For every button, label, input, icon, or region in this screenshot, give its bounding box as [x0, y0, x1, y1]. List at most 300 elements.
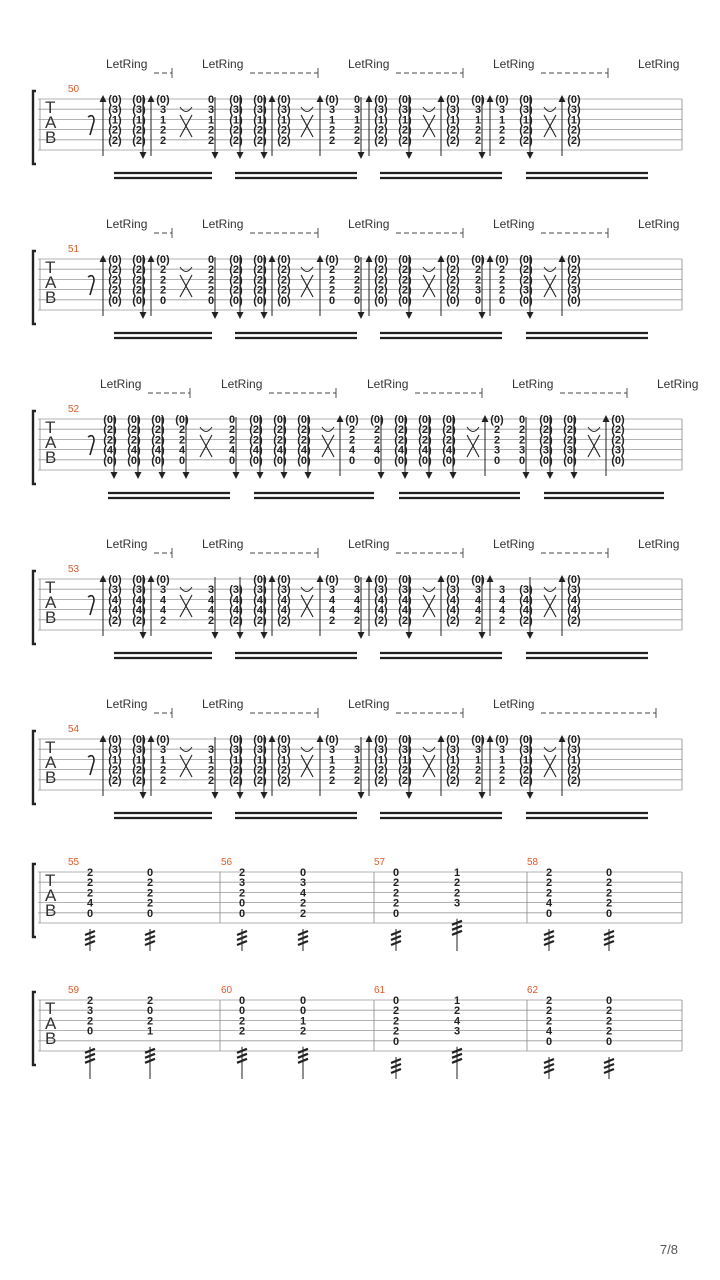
- strum-down-arrow-icon: [527, 792, 534, 799]
- strum-up-arrow-icon: [100, 255, 107, 262]
- fret-number: (2): [567, 124, 581, 137]
- strum-down-arrow-icon: [140, 632, 147, 639]
- fret-number: (0): [229, 94, 243, 106]
- fret-number: (0): [394, 414, 408, 426]
- tab-clef-letter: T: [45, 258, 56, 277]
- fret-number: (1): [398, 114, 412, 127]
- measure-number: 53: [68, 564, 80, 575]
- fret-number: (3): [446, 584, 460, 597]
- strum-down-arrow-icon: [305, 472, 312, 479]
- fret-number: (3): [108, 104, 122, 117]
- fret-number: 2: [498, 284, 506, 297]
- fret-number: (2): [374, 134, 388, 147]
- fret-number: (2): [398, 264, 412, 277]
- let-ring-label: LetRing: [106, 57, 148, 71]
- chord: [563, 414, 577, 467]
- fret-number: 2: [474, 124, 482, 137]
- measure-number: 50: [68, 84, 80, 95]
- fret-number: 2: [498, 614, 506, 627]
- strum-down-arrow-icon: [261, 312, 268, 319]
- tab-system-4: [33, 537, 682, 658]
- fret-number: 1: [453, 995, 461, 1007]
- fret-number: (1): [253, 114, 267, 127]
- fret-number: 1: [453, 867, 461, 879]
- chord: [446, 734, 460, 787]
- fret-number: 4: [353, 604, 361, 617]
- fret-number: (1): [567, 114, 581, 127]
- fret-number: (3): [539, 444, 553, 457]
- strum-up-arrow-icon: [559, 735, 566, 742]
- chord: [442, 414, 456, 467]
- fret-number: (0): [132, 254, 146, 266]
- fret-number: (4): [151, 444, 165, 457]
- fret-number: (0): [418, 454, 432, 467]
- fret-number: (0): [253, 294, 267, 307]
- chord: [539, 414, 553, 467]
- measure-number: 55: [68, 857, 80, 868]
- chord: [208, 584, 215, 627]
- fret-number: 4: [228, 444, 236, 457]
- fret-number: (1): [108, 754, 122, 767]
- fret-number: (2): [229, 774, 243, 787]
- fret-number: (0): [398, 734, 412, 746]
- strum-down-arrow-icon: [358, 632, 365, 639]
- fret-number: 2: [159, 134, 167, 147]
- chord: [253, 254, 267, 307]
- fret-number: 2: [474, 614, 482, 627]
- fret-number: 2: [228, 424, 236, 437]
- fret-number: (3): [519, 744, 533, 757]
- chord: [208, 94, 214, 147]
- fret-number: 3: [328, 104, 336, 117]
- strum-down-arrow-icon: [358, 152, 365, 159]
- fret-number: 2: [353, 614, 361, 627]
- fret-number: (0): [446, 294, 460, 307]
- chord: [354, 94, 360, 147]
- fret-number: (0): [297, 454, 311, 467]
- fret-number: (0): [277, 94, 291, 106]
- fret-number: (0): [567, 254, 581, 266]
- fret-number: 1: [328, 114, 336, 127]
- fret-number: 2: [498, 274, 506, 287]
- fret-number: (0): [471, 734, 485, 746]
- fret-number: (0): [567, 294, 581, 307]
- fret-number: (0): [442, 414, 456, 426]
- fret-number: (2): [229, 284, 243, 297]
- fret-number: 4: [545, 1025, 553, 1038]
- fret-number: 2: [498, 764, 506, 777]
- fret-number: (2): [108, 774, 122, 787]
- fret-number: (2): [446, 134, 460, 147]
- fret-number: 0: [353, 574, 361, 586]
- fret-number: (0): [277, 294, 291, 307]
- strum-up-arrow-icon: [148, 95, 155, 102]
- fret-number: (0): [495, 734, 509, 746]
- chord: [127, 414, 141, 467]
- fret-number: 2: [498, 264, 506, 277]
- strum-down-arrow-icon: [358, 792, 365, 799]
- let-ring-label: LetRing: [638, 537, 680, 551]
- let-ring-label: LetRing: [493, 537, 535, 551]
- strum-up-arrow-icon: [366, 575, 373, 582]
- fret-number: (4): [273, 444, 287, 457]
- fret-number: (2): [253, 274, 267, 287]
- fret-number: (3): [567, 284, 581, 297]
- chord: [132, 734, 146, 787]
- let-ring-label: LetRing: [202, 217, 244, 231]
- fret-number: (4): [374, 594, 388, 607]
- fret-number: 2: [207, 614, 215, 627]
- strum-down-arrow-icon: [212, 312, 219, 319]
- fret-number: (0): [132, 294, 146, 307]
- fret-number: 2: [159, 284, 167, 297]
- chord: [229, 734, 243, 787]
- fret-number: (0): [539, 454, 553, 467]
- fret-number: 3: [207, 744, 215, 757]
- fret-number: 2: [328, 614, 336, 627]
- chord: [325, 574, 339, 627]
- fret-number: 3: [86, 1005, 94, 1018]
- chord: [277, 574, 291, 627]
- chord: [446, 574, 460, 627]
- let-ring-label: LetRing: [100, 377, 142, 391]
- measure-number: 59: [68, 985, 80, 996]
- fret-number: 3: [493, 444, 501, 457]
- tab-clef-letter: B: [45, 768, 57, 787]
- fret-number: 2: [498, 774, 506, 787]
- rest-icon: [88, 756, 94, 775]
- fret-number: 2: [328, 764, 336, 777]
- fret-number: (2): [398, 614, 412, 627]
- fret-number: 3: [498, 104, 506, 117]
- fret-number: 4: [159, 594, 167, 607]
- measure-number: 60: [221, 985, 233, 996]
- fret-number: 4: [328, 594, 336, 607]
- chord: [374, 94, 388, 147]
- fret-number: (3): [563, 444, 577, 457]
- fret-number: (3): [519, 284, 533, 297]
- fret-number: (3): [398, 584, 412, 597]
- strum-up-arrow-icon: [559, 255, 566, 262]
- fret-number: (2): [398, 284, 412, 297]
- fret-number: (4): [567, 604, 581, 617]
- fret-number: (0): [277, 574, 291, 586]
- fret-number: 2: [474, 764, 482, 777]
- fret-number: (0): [563, 414, 577, 426]
- strum-down-arrow-icon: [406, 152, 413, 159]
- fret-number: 2: [207, 264, 215, 277]
- fret-number: (3): [108, 584, 122, 597]
- fret-number: (2): [108, 134, 122, 147]
- chord: [132, 254, 146, 307]
- fret-number: 2: [605, 1005, 613, 1018]
- strum-down-arrow-icon: [479, 632, 486, 639]
- fret-number: 0: [86, 1025, 94, 1038]
- fret-number: 0: [348, 454, 356, 467]
- fret-number: 2: [348, 424, 356, 437]
- chord: [300, 867, 307, 920]
- let-ring-label: LetRing: [202, 697, 244, 711]
- fret-number: 2: [328, 774, 336, 787]
- strum-down-arrow-icon: [237, 792, 244, 799]
- fret-number: 0: [228, 414, 236, 426]
- fret-number: (2): [132, 764, 146, 777]
- fret-number: 2: [207, 774, 215, 787]
- chord: [253, 94, 267, 147]
- fret-number: (2): [273, 434, 287, 447]
- chord: [229, 584, 243, 627]
- chord: [495, 94, 509, 147]
- chord: [325, 94, 339, 147]
- fret-number: (2): [229, 764, 243, 777]
- system-bracket: [33, 992, 36, 1065]
- fret-number: 2: [474, 134, 482, 147]
- fret-number: 2: [207, 764, 215, 777]
- fret-number: 1: [474, 754, 482, 767]
- chord: [156, 94, 170, 147]
- chord: [175, 414, 189, 467]
- fret-number: (3): [446, 104, 460, 117]
- chord: [297, 414, 311, 467]
- fret-number: 2: [392, 877, 400, 890]
- fret-number: 0: [605, 1035, 613, 1048]
- fret-number: 3: [159, 104, 167, 117]
- fret-number: (0): [345, 414, 359, 426]
- fret-number: (2): [442, 434, 456, 447]
- strum-down-arrow-icon: [140, 312, 147, 319]
- fret-number: (0): [567, 734, 581, 746]
- fret-number: (3): [229, 104, 243, 117]
- fret-number: (0): [108, 294, 122, 307]
- fret-number: 0: [146, 1005, 154, 1018]
- system-bracket: [33, 731, 36, 804]
- fret-number: 2: [474, 274, 482, 287]
- strum-up-arrow-icon: [148, 255, 155, 262]
- measure-number: 54: [68, 724, 80, 735]
- fret-number: (3): [374, 584, 388, 597]
- fret-number: (2): [567, 274, 581, 287]
- fret-number: 2: [328, 124, 336, 137]
- fret-number: (0): [539, 414, 553, 426]
- chord: [418, 414, 432, 467]
- chord: [567, 94, 581, 147]
- fret-number: 0: [207, 254, 215, 266]
- fret-number: 4: [159, 604, 167, 617]
- fret-number: (4): [132, 604, 146, 617]
- chord: [156, 574, 170, 627]
- chord: [471, 574, 485, 627]
- fret-number: 2: [207, 134, 215, 147]
- strum-up-arrow-icon: [317, 735, 324, 742]
- fret-number: 0: [299, 1005, 307, 1018]
- fret-number: 2: [353, 284, 361, 297]
- fret-number: 0: [299, 995, 307, 1007]
- fret-number: (2): [108, 264, 122, 277]
- chord: [156, 254, 170, 307]
- fret-number: 2: [238, 1015, 246, 1028]
- fret-number: (0): [398, 574, 412, 586]
- strum-up-arrow-icon: [100, 575, 107, 582]
- fret-number: (3): [229, 584, 243, 597]
- fret-number: 2: [353, 274, 361, 287]
- fret-number: (0): [249, 414, 263, 426]
- fret-number: (4): [103, 444, 117, 457]
- fret-number: 2: [498, 124, 506, 137]
- fret-number: (0): [398, 94, 412, 106]
- fret-number: (2): [253, 124, 267, 137]
- fret-number: 2: [605, 877, 613, 890]
- strum-up-arrow-icon: [438, 575, 445, 582]
- chord: [454, 867, 460, 910]
- tab-clef-letter: A: [45, 593, 57, 612]
- strum-up-arrow-icon: [317, 575, 324, 582]
- fret-number: (1): [446, 114, 460, 127]
- fret-number: 2: [518, 434, 526, 447]
- fret-number: (0): [132, 574, 146, 586]
- fret-number: 0: [545, 907, 553, 920]
- strum-up-arrow-icon: [438, 255, 445, 262]
- fret-number: 2: [392, 887, 400, 900]
- fret-number: (0): [519, 254, 533, 266]
- fret-number: (4): [132, 594, 146, 607]
- fret-number: (2): [374, 124, 388, 137]
- fret-number: 0: [353, 94, 361, 106]
- fret-number: 3: [159, 744, 167, 757]
- fret-number: (4): [297, 444, 311, 457]
- fret-number: (0): [103, 454, 117, 467]
- fret-number: (2): [446, 274, 460, 287]
- fret-number: (3): [398, 744, 412, 757]
- fret-number: 3: [474, 284, 482, 297]
- fret-number: 0: [518, 414, 526, 426]
- measure-number: 61: [374, 985, 386, 996]
- fret-number: (2): [249, 424, 263, 437]
- fret-number: (0): [374, 734, 388, 746]
- chord: [398, 94, 412, 147]
- fret-number: 2: [348, 434, 356, 447]
- fret-number: (1): [519, 754, 533, 767]
- fret-number: (2): [108, 124, 122, 137]
- fret-number: 4: [474, 594, 482, 607]
- fret-number: (2): [277, 284, 291, 297]
- chord: [239, 867, 245, 920]
- fret-number: (1): [229, 754, 243, 767]
- measure-number: 62: [527, 985, 539, 996]
- fret-number: (4): [253, 594, 267, 607]
- fret-number: 2: [207, 284, 215, 297]
- fret-number: (3): [567, 104, 581, 117]
- strum-down-arrow-icon: [233, 472, 240, 479]
- fret-number: 2: [146, 877, 154, 890]
- fret-number: (2): [567, 764, 581, 777]
- chord: [519, 254, 533, 307]
- fret-number: 3: [207, 104, 215, 117]
- strum-up-arrow-icon: [559, 95, 566, 102]
- fret-number: (2): [277, 614, 291, 627]
- fret-number: (4): [418, 444, 432, 457]
- strum-down-arrow-icon: [358, 312, 365, 319]
- fret-number: (4): [398, 594, 412, 607]
- let-ring-label: LetRing: [348, 537, 390, 551]
- fret-number: 2: [474, 264, 482, 277]
- strum-down-arrow-icon: [426, 472, 433, 479]
- fret-number: (2): [151, 434, 165, 447]
- fret-number: (2): [398, 134, 412, 147]
- tab-system-2: [33, 217, 682, 338]
- page-number: 7/8: [659, 1242, 678, 1257]
- fret-number: 3: [498, 744, 506, 757]
- fret-number: 4: [299, 887, 307, 900]
- fret-number: 2: [353, 134, 361, 147]
- fret-number: (2): [277, 134, 291, 147]
- chord: [253, 574, 267, 627]
- fret-number: (3): [519, 104, 533, 117]
- fret-number: (2): [132, 614, 146, 627]
- fret-number: (2): [446, 774, 460, 787]
- fret-number: (2): [229, 614, 243, 627]
- fret-number: 0: [238, 1005, 246, 1018]
- fret-number: 2: [146, 995, 154, 1007]
- fret-number: 0: [353, 294, 361, 307]
- fret-number: (0): [370, 414, 384, 426]
- fret-number: (2): [567, 134, 581, 147]
- fret-number: (2): [374, 274, 388, 287]
- fret-number: 0: [86, 907, 94, 920]
- fret-number: (2): [277, 264, 291, 277]
- fret-number: (1): [132, 114, 146, 127]
- fret-number: 2: [373, 434, 381, 447]
- strum-up-arrow-icon: [438, 95, 445, 102]
- fret-number: 2: [159, 264, 167, 277]
- fret-number: (0): [156, 254, 170, 266]
- strum-down-arrow-icon: [406, 312, 413, 319]
- fret-number: (4): [394, 444, 408, 457]
- chord: [567, 734, 581, 787]
- fret-number: (2): [446, 124, 460, 137]
- fret-number: (1): [229, 114, 243, 127]
- chord: [103, 414, 117, 467]
- fret-number: (3): [132, 584, 146, 597]
- fret-number: 2: [392, 1015, 400, 1028]
- fret-number: 1: [498, 754, 506, 767]
- strum-down-arrow-icon: [450, 472, 457, 479]
- fret-number: 0: [605, 907, 613, 920]
- strum-up-arrow-icon: [487, 95, 494, 102]
- fret-number: (0): [471, 94, 485, 106]
- strum-up-arrow-icon: [438, 735, 445, 742]
- fret-number: 2: [545, 1005, 553, 1018]
- fret-number: (2): [374, 284, 388, 297]
- fret-number: 2: [392, 1025, 400, 1038]
- fret-number: (2): [132, 264, 146, 277]
- fret-number: 0: [392, 1035, 400, 1048]
- fret-number: 1: [328, 754, 336, 767]
- chord: [151, 414, 165, 467]
- tab-clef-letter: T: [45, 98, 56, 117]
- rest-icon: [88, 596, 94, 615]
- fret-number: 4: [498, 604, 506, 617]
- fret-number: (2): [249, 434, 263, 447]
- strum-down-arrow-icon: [140, 152, 147, 159]
- fret-number: (4): [446, 594, 460, 607]
- chord: [208, 744, 214, 787]
- chord: [354, 574, 361, 627]
- fret-number: 0: [392, 907, 400, 920]
- fret-number: (1): [253, 754, 267, 767]
- fret-number: (2): [519, 774, 533, 787]
- chord: [519, 414, 525, 467]
- chord: [606, 995, 612, 1048]
